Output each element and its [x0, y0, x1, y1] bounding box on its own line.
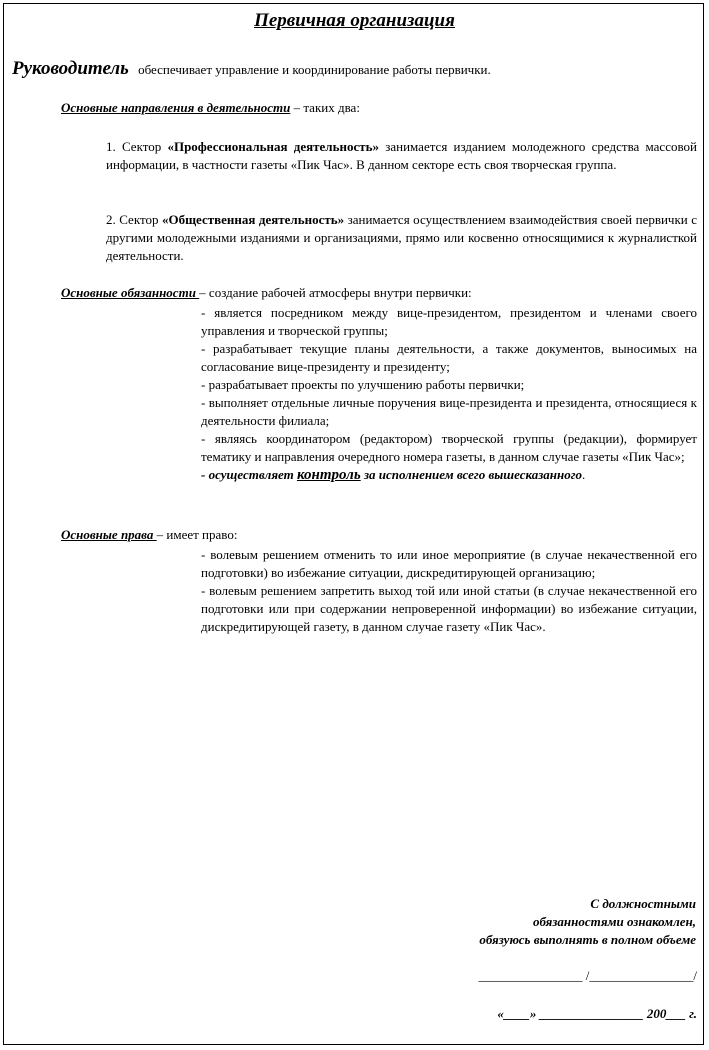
right-item: - волевым решением отменить то или иное мероприятие (в случае некачественной его подготовки) во избежание ситуации, дискредитирующей организацию;	[201, 547, 697, 580]
direction-2-prefix: 2. Сектор	[106, 212, 162, 227]
duties-suffix: – создание рабочей атмосферы внутри первички:	[199, 285, 472, 300]
duties-list	[201, 304, 697, 484]
acknowledgement-line-3: обязуюсь выполнять в полном объеме	[479, 932, 696, 947]
duty-control-keyword: контроль	[296, 467, 361, 483]
direction-2-name: «Общественная деятельность»	[161, 212, 345, 227]
duty-item: - являясь координатором (редактором) творческой группы (редакции), формирует тематику и направления очередного номера газеты, в данном случае газеты «Пик Час»;	[201, 431, 697, 464]
right-item: - волевым решением запретить выход той или иной статьи (в случае некачественной его подготовки или при содержании непроверенной информации) во избежание ситуации, дискредитирующей газету, в данном случае газету «Пик Час».	[201, 583, 697, 634]
document-title: Первичная организация	[254, 10, 455, 31]
rights-heading-line	[61, 527, 701, 543]
rights-list	[201, 546, 697, 636]
duty-item: - разрабатывает текущие планы деятельности, а также документов, выносимых на согласование вице-президенту и президенту;	[201, 341, 697, 374]
duty-control-after: за исполнением всего вышесказанного	[360, 467, 583, 482]
acknowledgement-block	[376, 895, 696, 949]
rights-suffix: – имеет право:	[156, 527, 238, 542]
directions-suffix: – таких два:	[290, 100, 360, 115]
directions-heading: Основные направления в деятельности	[61, 100, 291, 115]
rights-heading: Основные права	[61, 527, 157, 542]
duty-item: - разрабатывает проекты по улучшению работы первички;	[201, 377, 525, 392]
duty-control-before: - осуществляет	[201, 467, 297, 482]
duty-control-end: .	[582, 467, 586, 482]
role-description: обеспечивает управление и координирование работы первички.	[138, 62, 491, 77]
direction-item-2	[106, 211, 697, 265]
direction-1-prefix: 1. Сектор	[106, 139, 168, 154]
duty-item: - является посредником между вице-президентом, президентом и членами своего управления и творческой группы;	[201, 305, 697, 338]
acknowledgement-line-1: С должностными	[590, 896, 696, 911]
lead-paragraph	[12, 58, 702, 80]
duties-heading-line	[61, 285, 701, 301]
direction-item-1	[106, 138, 697, 174]
direction-2-text: занимается осуществлением взаимодействия своей первички с другими молодежными изданиями и организациями, прямо или косвенно относящимися к журналисткой деятельности.	[106, 212, 697, 263]
role-title: Руководитель	[12, 58, 129, 79]
duties-heading: Основные обязанности	[61, 285, 200, 300]
duty-item: - выполняет отдельные личные поручения вице-президента и президента, относящиеся к деятельности филиала;	[201, 395, 697, 428]
date-line: «____» ________________ 200___ г.	[497, 1006, 697, 1021]
acknowledgement-line-2: обязанностями ознакомлен,	[532, 914, 696, 929]
direction-1-name: «Профессиональная деятельность»	[167, 139, 379, 154]
direction-1-text: занимается изданием молодежного средства массовой информации, в частности газеты «Пик Час». В данном секторе есть своя творческая группа.	[106, 139, 697, 172]
directions-heading-line	[61, 100, 701, 116]
duty-item-control	[201, 466, 697, 484]
signature-line: ________________ /________________/	[478, 968, 697, 983]
